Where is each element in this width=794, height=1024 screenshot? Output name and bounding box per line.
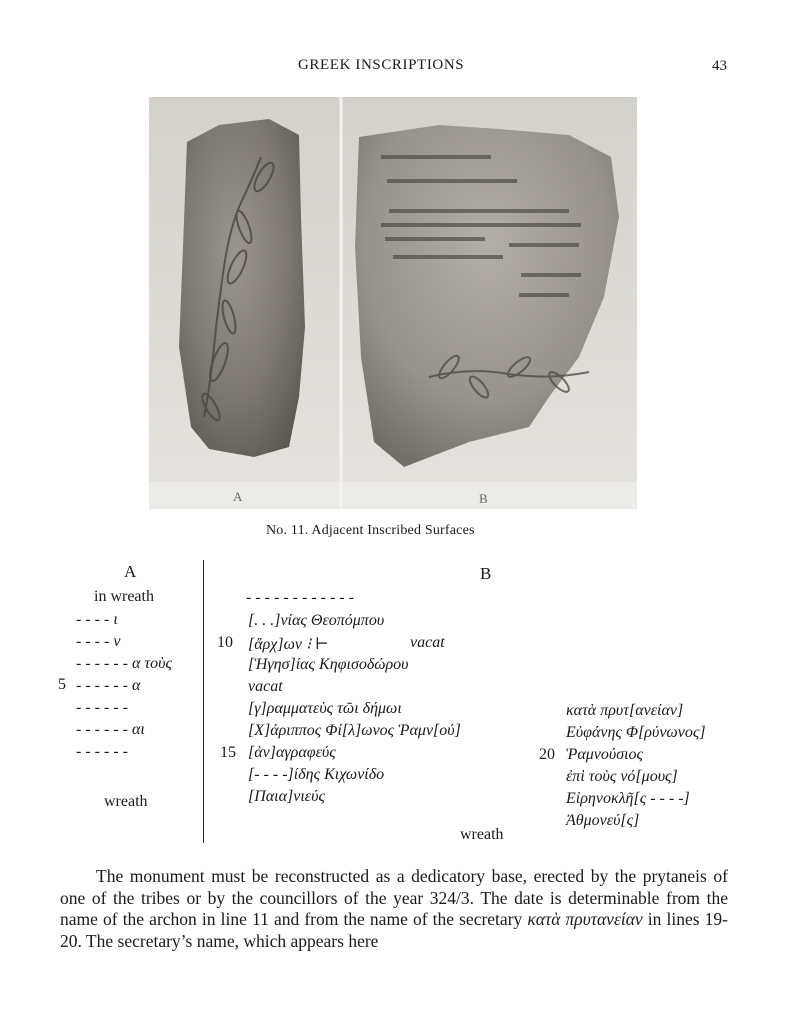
column-b-line-14: [Χ]άριππος Φί[λ]ωνος Ῥαμν[ού] (248, 722, 461, 739)
column-a-line-5: - - - - - - (76, 699, 128, 716)
column-b-line-21: ἐπὶ τοὺς νό[μους] (566, 768, 678, 785)
column-b-line-20: Ῥαμνούσιος (566, 746, 644, 763)
column-b-line-13: [γ]ραμματεὺς τῶι δήμωι (248, 700, 402, 717)
column-divider (203, 560, 204, 843)
fragment-a-stone (179, 119, 305, 457)
body-paragraph (60, 866, 728, 952)
column-b-line-18: κατὰ πρυτ[ανείαν] (566, 702, 684, 719)
figure-caption: No. 11. Adjacent Inscribed Surfaces (266, 523, 475, 538)
body-text-part-1: The monument must be reconstructed as a dedicatory base, erected by the prytaneis of one of the tribes or by the councillors of the year 324/3. The date is determinable from the name of the archon in line 11 and from the name of the secretary (60, 866, 728, 930)
photo-label-a: A (233, 489, 243, 504)
column-a-line-3: - - - - - - α τοὺς (76, 655, 172, 672)
column-b-line-17: [Παια]νιεύς (248, 788, 325, 805)
body-text-part-2: in lines 19-20. The secretary’s name, which appears here (60, 909, 728, 951)
column-b-line-10: [ἄρχ]ων ⁝ ⊢ (248, 636, 329, 653)
column-b-line-23: Ἀθμονεύ[ς] (566, 812, 640, 829)
column-b-line-11: [Ἡγησ]ίας Κηφισοδώρου (248, 656, 409, 673)
column-a-line-7: - - - - - - (76, 743, 128, 760)
body-greek-term: κατὰ πρυτανείαν (527, 909, 643, 930)
stone-photograph (149, 97, 637, 509)
column-b-wreath: wreath (460, 826, 504, 843)
column-a-line-1: - - - - ι (76, 611, 118, 628)
line-number-15: 15 (220, 744, 236, 761)
stone-fragments-image (149, 97, 637, 509)
column-a-line-4: - - - - - - α (76, 677, 141, 694)
column-a-line-number-5: 5 (58, 676, 66, 693)
column-a-line-6: - - - - - - αι (76, 721, 145, 738)
photo-label-b: B (479, 491, 488, 506)
column-a-line-2: - - - - ν (76, 633, 121, 650)
column-b-line-19: Εὐφάνης Φ[ρύνωνος] (566, 724, 706, 741)
running-head: GREEK INSCRIPTIONS (298, 57, 465, 73)
line-number-20: 20 (539, 746, 555, 763)
column-b-heading: B (480, 564, 492, 583)
column-b-dashes: - - - - - - - - - - - - (246, 589, 354, 606)
column-a-heading: A (124, 562, 137, 581)
column-b-line-12-vacat: vacat (248, 678, 283, 695)
column-a-in-wreath: in wreath (94, 588, 154, 605)
column-b-line-22: Εἰρηνοκλῆ[ς - - - -] (566, 790, 690, 807)
column-b-line-16: [- - - -]ίδης Κιχωνίδο (248, 766, 385, 783)
page-number: 43 (712, 58, 727, 74)
line-number-10: 10 (217, 634, 233, 651)
column-b-line-10-vacat: vacat (410, 634, 445, 651)
column-b-line-9: [. . .]νίας Θεοπόμπου (248, 612, 385, 629)
column-b-line-15: [ἀν]αγραφεύς (248, 744, 336, 761)
column-a-wreath: wreath (104, 793, 148, 810)
